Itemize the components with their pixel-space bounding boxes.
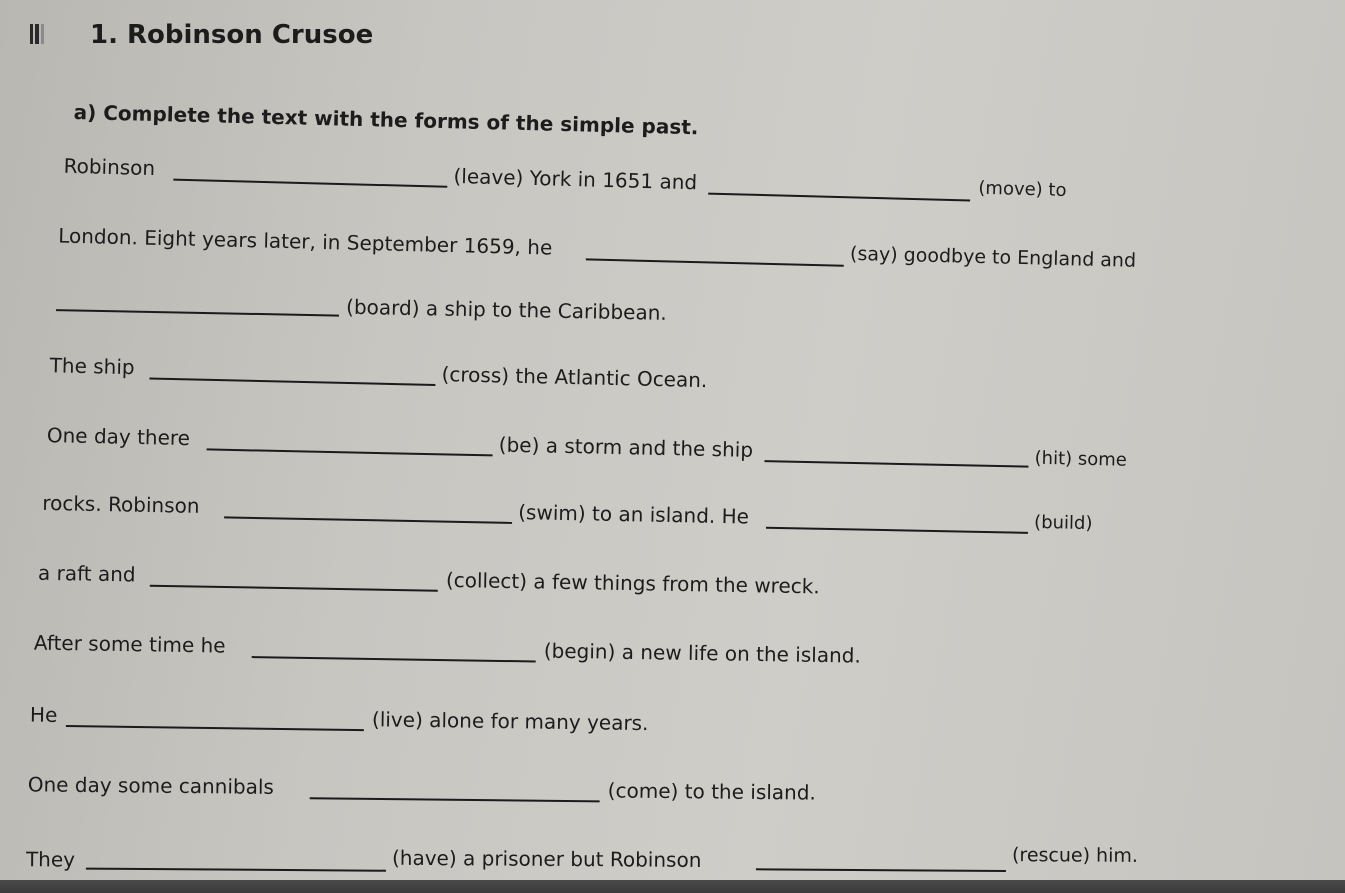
exercise-instruction: a) Complete the text with the forms of the simple past. — [73, 100, 699, 140]
answer-blank[interactable] — [586, 258, 844, 266]
page-bottom-edge — [0, 880, 1345, 893]
line-text: (have) a prisoner but Robinson — [391, 845, 702, 872]
section-marker-icon — [30, 24, 44, 44]
answer-blank[interactable] — [149, 377, 435, 385]
line-text: (leave) York in 1651 and — [453, 163, 698, 195]
line-text: One day some cannibals — [27, 772, 275, 799]
answer-blank[interactable] — [766, 527, 1028, 534]
line-text: (say) goodbye to England and — [849, 242, 1137, 272]
line-text: (move) to — [978, 177, 1067, 201]
answer-blank[interactable] — [86, 868, 386, 872]
line-text: (rescue) him. — [1011, 844, 1139, 867]
line-text: He — [29, 702, 58, 727]
line-text: After some time he — [33, 630, 226, 658]
answer-blank[interactable] — [756, 868, 1006, 872]
line-text: (build) — [1033, 511, 1093, 535]
answer-blank[interactable] — [173, 179, 447, 188]
line-text: Robinson — [63, 153, 156, 181]
answer-blank[interactable] — [224, 516, 512, 524]
exercise-title: 1. Robinson Crusoe — [90, 20, 374, 50]
answer-blank[interactable] — [252, 656, 536, 662]
line-text: (be) a storm and the ship — [498, 432, 754, 462]
answer-blank[interactable] — [207, 448, 493, 456]
line-text: (collect) a few things from the wreck. — [445, 567, 820, 599]
line-text: (hit) some — [1034, 447, 1128, 471]
answer-blank[interactable] — [66, 725, 364, 731]
answer-blank[interactable] — [708, 193, 970, 202]
line-text: (live) alone for many years. — [371, 707, 649, 736]
line-text: London. Eight years later, in September 1659, he — [57, 223, 553, 260]
line-text: (come) to the island. — [607, 778, 816, 805]
line-text: They — [25, 847, 76, 872]
line-text: (swim) to an island. He — [518, 500, 750, 529]
line-text: The ship — [49, 353, 135, 380]
answer-blank[interactable] — [150, 585, 438, 592]
answer-blank[interactable] — [764, 460, 1028, 468]
line-text: (begin) a new life on the island. — [543, 638, 861, 668]
answer-blank[interactable] — [310, 797, 600, 802]
line-text: a raft and — [37, 560, 136, 587]
line-text: One day there — [46, 423, 191, 451]
line-text: rocks. Robinson — [42, 490, 200, 518]
line-text: (cross) the Atlantic Ocean. — [441, 362, 708, 393]
line-text: (board) a ship to the Caribbean. — [345, 294, 667, 325]
answer-blank[interactable] — [56, 309, 339, 316]
